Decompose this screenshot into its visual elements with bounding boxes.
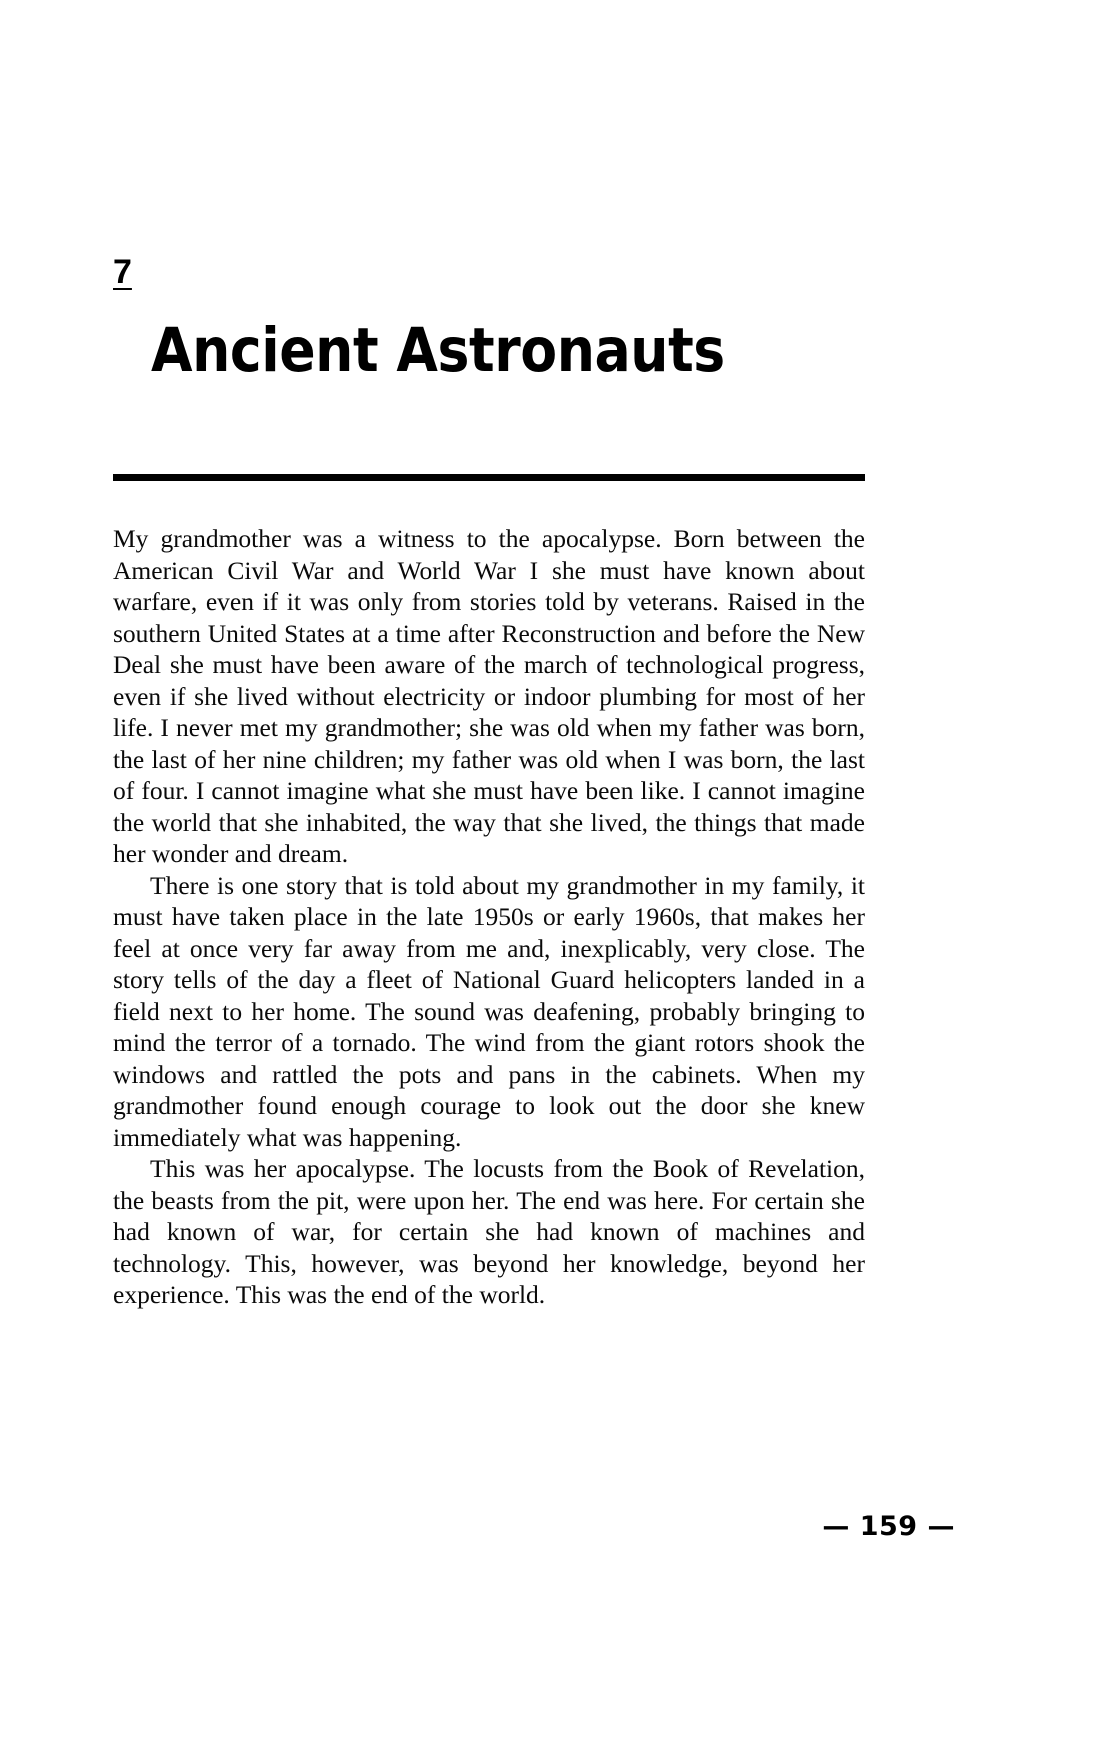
body-paragraph: There is one story that is told about my grandmother in my family, it must have taken place in the late 1950s or early 1960s, that makes her feel at once very far away from me and, inexplicably, very close. The story tells of the day a fleet of National Guard helicopters landed in a field next to her home. The sound was deafening, probably bringing to mind the terror of a tornado. The wind from the giant rotors shook the windows and rattled the pots and pans in the cabinets. When my grandmother found enough courage to look out the door she knew immediately what was happening. bbox=[113, 870, 865, 1152]
chapter-title: Ancient Astronauts bbox=[151, 315, 725, 386]
body-paragraph: This was her apocalypse. The locusts from the Book of Revelation, the beasts from the pit, were upon her. The end was here. For certain she had known of war, for certain she had known of machines and technology. This, however, was beyond her knowledge, beyond her experience. This was the end of the world. bbox=[113, 1154, 865, 1309]
body-text-column bbox=[113, 523, 865, 1311]
body-paragraph: My grandmother was a witness to the apocalypse. Born between the American Civil War and World War I she must have known about warfare, even if it was only from stories told by veterans. Raised in the southern United States at a time after Reconstruction and before the New Deal she must have been aware of the march of technological progress, even if she lived without electricity or indoor plumbing for most of her life. I never met my grandmother; she was old when my father was born, the last of her nine children; my father was old when I was born, the last of four. I cannot imagine what she must have been like. I cannot imagine the world that she inhabited, the way that she lived, the things that made her wonder and dream. bbox=[113, 524, 865, 868]
chapter-opener bbox=[113, 253, 873, 386]
chapter-title-rule bbox=[113, 474, 865, 481]
page-number-folio: — 159 — bbox=[822, 1511, 955, 1542]
chapter-number: 7 bbox=[113, 253, 132, 291]
